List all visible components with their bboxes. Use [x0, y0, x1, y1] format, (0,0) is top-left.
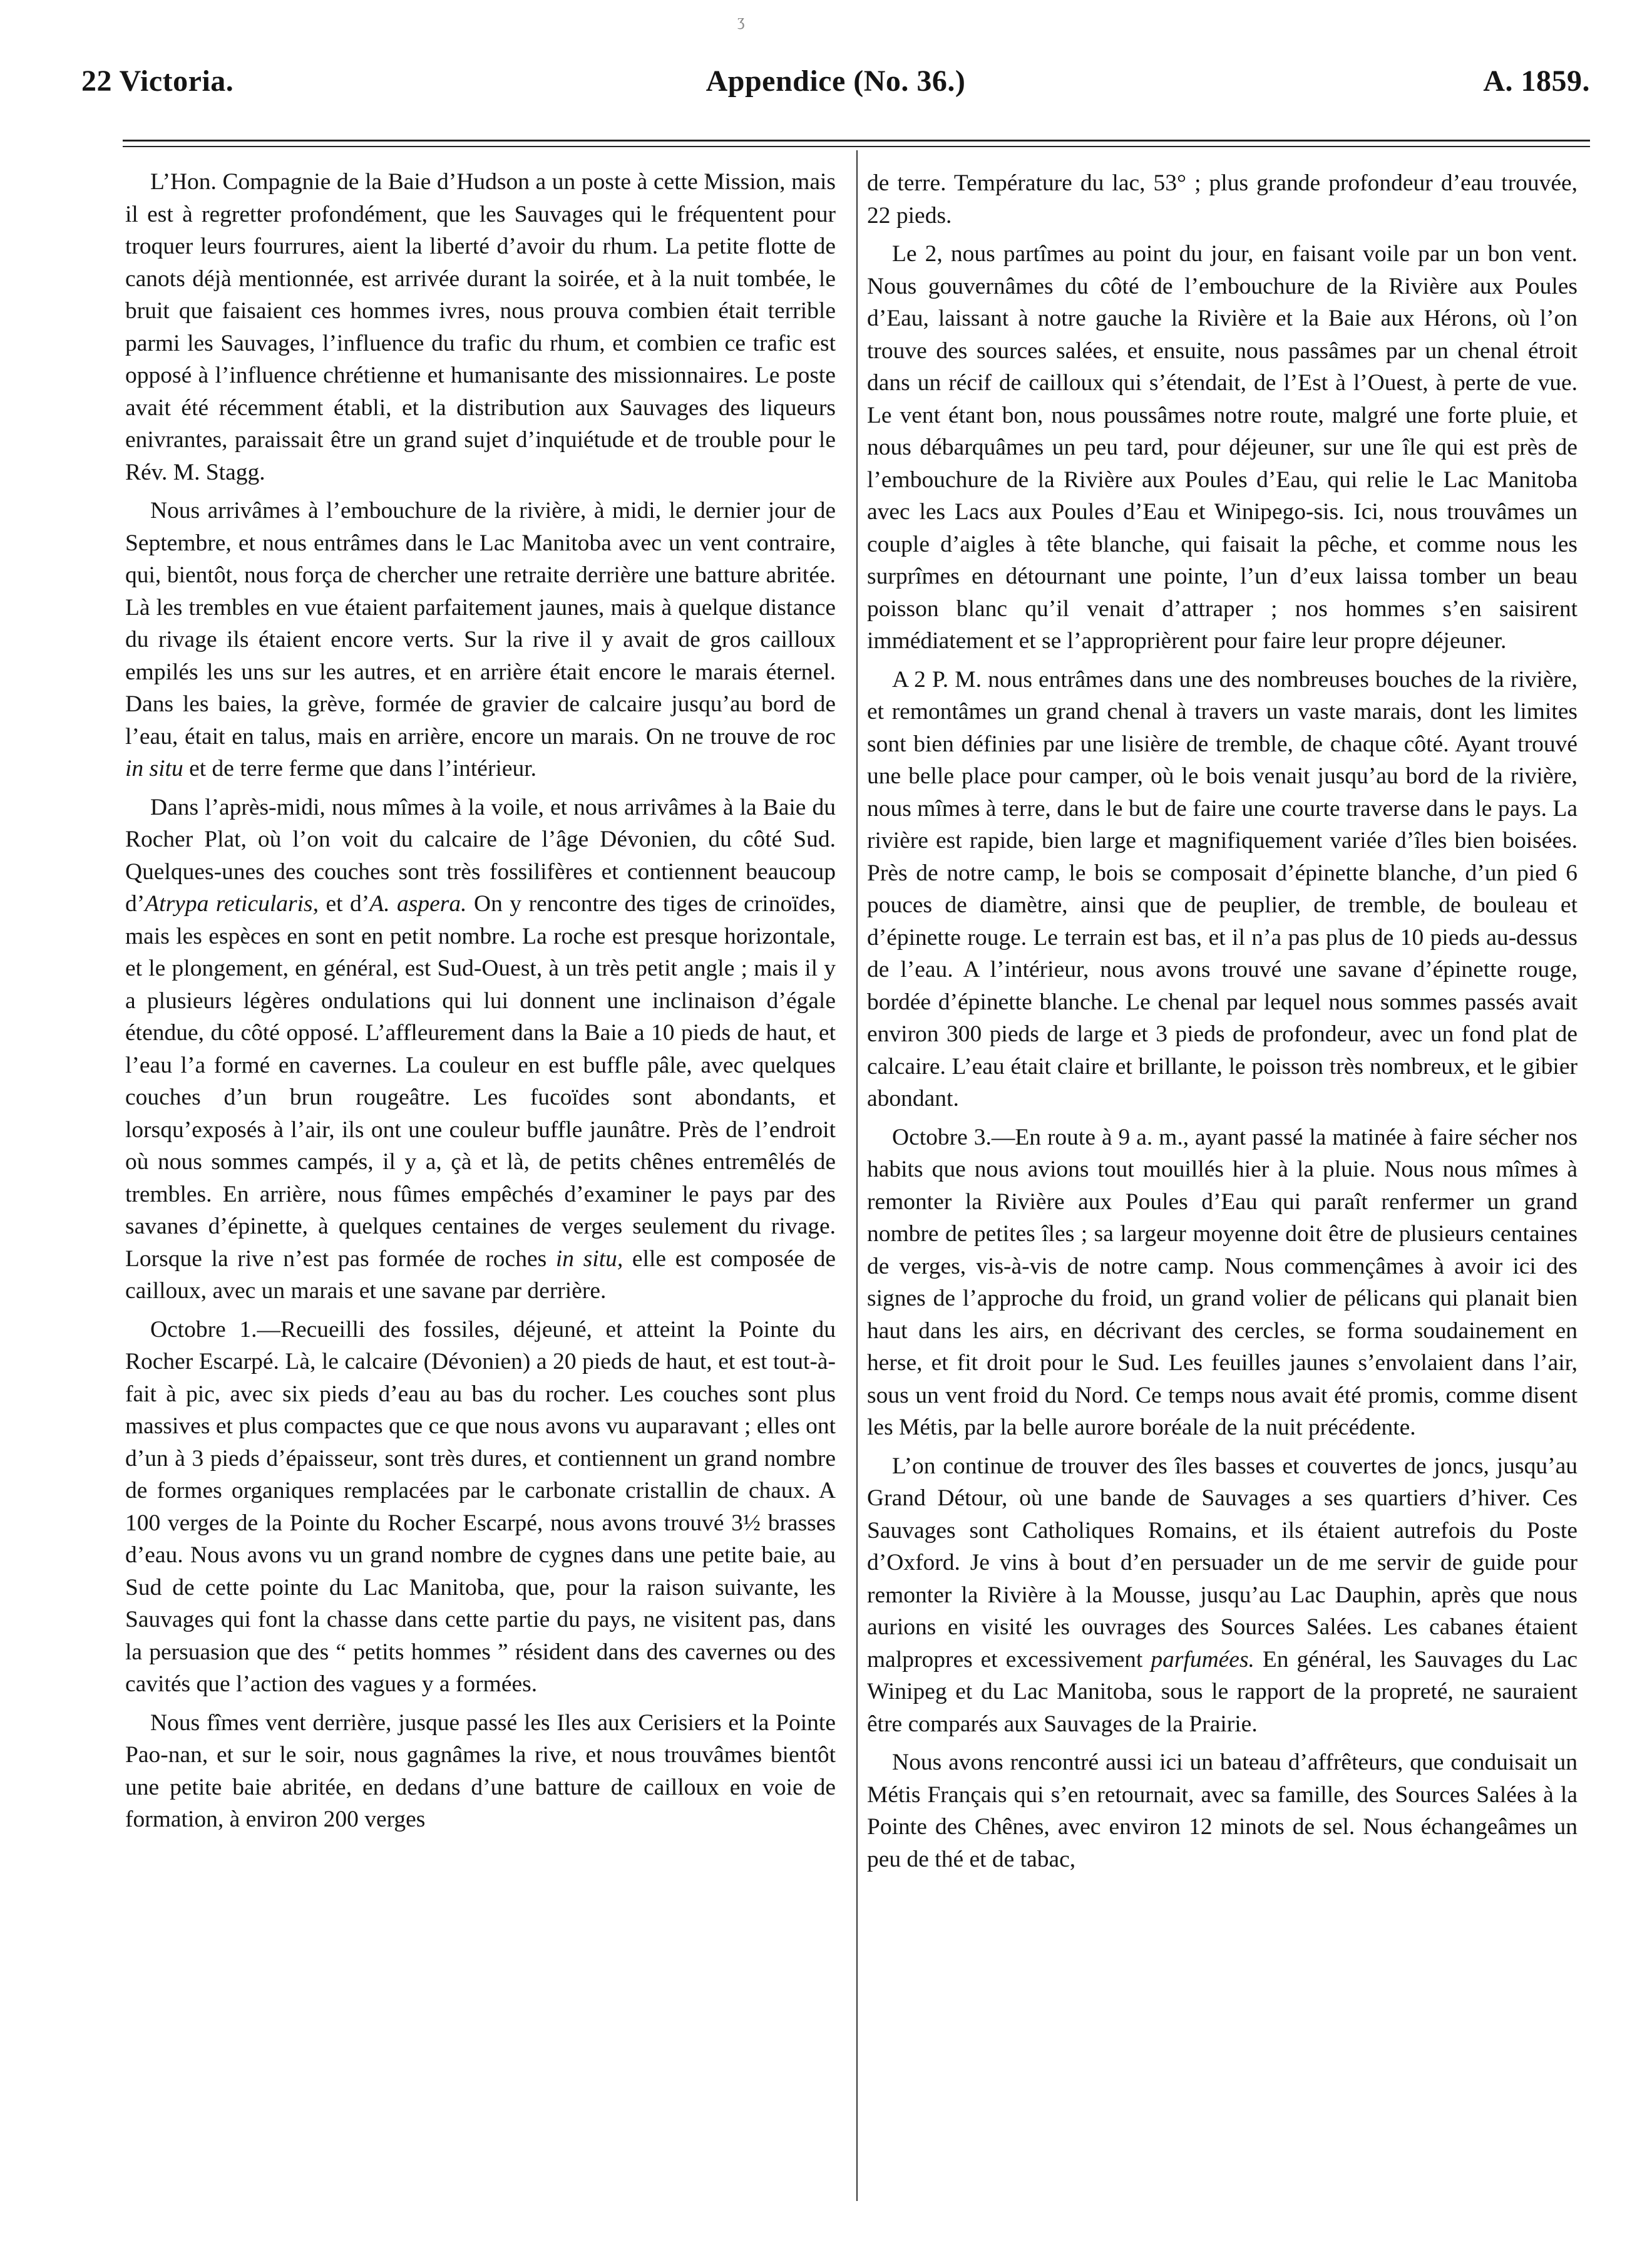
right-paragraph-3: A 2 P. M. nous entrâmes dans une des nombreuses bouches de la rivière, et remontâmes un grand chenal à travers un vaste marais, dont les limites sont bien définies par une lisière de tremble, de chaque côté. Ayant trouvé une belle place pour camper, où le bois venait jusqu’au bord de la rivière, nous mîmes à terre, dans le but de faire une courte traverse dans le pays. La rivière est rapide, bien large et magnifiquement variée d’îles bien boisées. Près de notre camp, le bois se composait d’épinette blanche, d’un pied 6 pouces de diamètre, ainsi que de peuplier, de tremble, de bouleau et d’épinette rouge. Le terrain est bas, et il n’a pas plus de 10 pieds au-dessus de l’eau. A l’intérieur, nous avons trouvé une savane d’épinette rouge, bordée d’épinette blanche. Le chenal par lequel nous sommes passés avait environ 300 pieds de large et 3 pieds de profondeur, avec un fond plat de calcaire. L’eau était claire et brillante, le poisson très nombreux, et le gibier abondant.: [867, 666, 1578, 1111]
header-year: A. 1859.: [1483, 64, 1590, 98]
left-paragraph-5: Nous fîmes vent derrière, jusque passé les Iles aux Cerisiers et la Pointe Pao-nan, et sur le soir, nous gagnâmes la rive, et nous trouvâmes bientôt une petite baie abritée, en dedans d’une batture de cailloux en voie de formation, à environ 200 verges: [125, 1709, 836, 1832]
right-column: [867, 167, 1578, 1882]
right-paragraph-4: Octobre 3.—En route à 9 a. m., ayant passé la matinée à faire sécher nos habits que nous avions tout mouillés hier à la pluie. Nous nous mîmes à remonter la Rivière aux Poules d’Eau qui paraît renfermer un grand nombre de petites îles ; sa largeur moyenne doit être de plusieurs centaines de verges, vis-à-vis de notre camp. Nous commençâmes à avoir ici des signes de l’approche du froid, un grand volier de pélicans qui planait bien haut dans les airs, en décrivant des cercles, se forma soudainement en herse, et fit droit pour le Sud. Les feuilles jaunes s’envolaient dans l’air, sous un vent froid du Nord. Ce temps nous avait été promis, comme disent les Métis, par la belle aurore boréale de la nuit précédente.: [867, 1124, 1578, 1440]
left-paragraph-1: L’Hon. Compagnie de la Baie d’Hudson a un poste à cette Mission, mais il est à regretter profondément, que les Sauvages qui le fréquentent pour troquer leurs fourrures, aient la liberté d’avoir du rhum. La petite flotte de canots déjà mentionnée, est arrivée durant la soirée, et à la nuit tombée, le bruit que faisaient ces hommes ivres, nous prouva combien était terrible parmi les Sauvages, l’influence du trafic du rhum, et combien ce trafic est opposé à l’influence chrétienne et humanisante des missionnaires. Le poste avait été récemment établi, et la distribution aux Sauvages des liqueurs enivrantes, paraissait être un grand sujet d’inquiétude et de trouble pour le Rév. M. Stagg.: [125, 169, 836, 485]
header-rule-bottom: [123, 146, 1590, 147]
column-divider: [856, 150, 858, 2201]
right-paragraph-2: Le 2, nous partîmes au point du jour, en faisant voile par un bon vent. Nous gouvernâmes du côté de l’embouchure de la Rivière aux Poules d’Eau, laissant à notre gauche la Rivière et la Baie aux Hérons, où l’on trouve des sources salées, et ensuite, nous passâmes par un chenal étroit dans un récif de cailloux qui s’étendait, de l’Est à l’Ouest, à perte de vue. Le vent étant bon, nous poussâmes notre route, malgré une forte pluie, et nous débarquâmes un peu tard, pour déjeuner, sur une île qui est près de l’embouchure de la Rivière aux Poules d’Eau, qui relie le Lac Manitoba avec les Lacs aux Poules d’Eau et Winipego-sis. Ici, nous trouvâmes un couple d’aigles à tête blanche, qui faisait la pêche, et comme nous les surprîmes en détournant une pointe, l’un d’eux laissa tomber un beau poisson blanc qu’il venait d’attraper ; nos hommes s’en saisirent immédiatement et se l’approprièrent pour faire leur propre déjeuner.: [867, 241, 1578, 654]
header-rule-top: [123, 140, 1590, 142]
page-speck: ʒ: [737, 11, 745, 29]
right-paragraph-1: de terre. Température du lac, 53° ; plus grande profondeur d’eau trouvée, 22 pieds.: [867, 170, 1578, 229]
left-paragraph-2: Nous arrivâmes à l’embouchure de la rivière, à midi, le dernier jour de Septembre, et nous entrâmes dans le Lac Manitoba avec un vent contraire, qui, bientôt, nous força de chercher une retraite derrière une batture abritée. Là les trembles en vue étaient parfaitement jaunes, mais à quelque distance du rivage ils étaient encore verts. Sur la rive il y avait de gros cailloux empilés les uns sur les autres, et en arrière était encore le marais éternel. Dans les baies, la grève, formée de gravier de calcaire jusqu’au bord de l’eau, était en talus, mais en arrière, encore un marais. On ne trouve de roc in situ et de terre ferme que dans l’intérieur.: [125, 498, 836, 781]
left-column: [125, 166, 836, 1842]
header-appendix: Appendice (No. 36.): [705, 64, 966, 98]
right-paragraph-6: Nous avons rencontré aussi ici un bateau d’affrêteurs, que conduisait un Métis Français qui s’en retournait, avec sa famille, des Sources Salées à la Pointe des Chênes, avec environ 12 minots de sel. Nous échangeâmes un peu de thé et de tabac,: [867, 1750, 1578, 1872]
left-paragraph-3: Dans l’après-midi, nous mîmes à la voile, et nous arrivâmes à la Baie du Rocher Plat, où l’on voit du calcaire de l’âge Dévonien, du côté Sud. Quelques-unes des couches sont très fossilifères et contiennent beaucoup d’Atrypa reticularis, et d’A. aspera. On y rencontre des tiges de crinoïdes, mais les espèces en sont en petit nombre. La roche est presque horizontale, et le plongement, en général, est Sud-Ouest, à un très petit angle ; mais il y a plusieurs légères ondulations qui lui donnent une inclinaison d’égale étendue, du côté opposé. L’affleurement dans la Baie a 10 pieds de haut, et l’eau l’a formé en cavernes. La couleur en est buffle pâle, avec quelques couches d’un brun rougeâtre. Les fucoïdes sont abondants, et lorsqu’exposés à l’air, ils ont une couleur buffle jaunâtre. Près de l’endroit où nous sommes campés, il y a, çà et là, de petits chênes entremêlés de trembles. En arrière, nous fûmes empêchés d’examiner le pays par des savanes d’épinette, à quelques centaines de verges seulement du rivage. Lorsque la rive n’est pas formée de roches in situ, elle est composée de cailloux, avec un marais et une savane par derrière.: [125, 794, 836, 1304]
header-session: 22 Victoria.: [81, 64, 234, 98]
right-paragraph-5: L’on continue de trouver des îles basses et couvertes de joncs, jusqu’au Grand Détour, où une bande de Sauvages a ses quartiers d’hiver. Ces Sauvages sont Catholiques Romains, et ils étaient autrefois du Poste d’Oxford. Je vins à bout d’en persuader un de me servir de guide pour remonter la Rivière à la Mousse, jusqu’au Lac Dauphin, après que nous aurions en visité les ouvrages des Sources Salées. Les cabanes étaient malpropres et excessivement parfumées. En général, les Sauvages du Lac Winipeg et du Lac Manitoba, sous le rapport de la propreté, ne sauraient être comparés aux Sauvages de la Prairie.: [867, 1453, 1578, 1737]
left-paragraph-4: Octobre 1.—Recueilli des fossiles, déjeuné, et atteint la Pointe du Rocher Escarpé. Là, le calcaire (Dévonien) a 20 pieds de haut, et est tout-à-fait à pic, avec six pieds d’eau au bas du rocher. Les couches sont plus massives et plus compactes que ce que nous avons vu auparavant ; elles ont d’un à 3 pieds d’épaisseur, sont très dures, et contiennent un grand nombre de formes organiques remplacées par le carbonate cristallin de chaux. A 100 verges de la Pointe du Rocher Escarpé, nous avons trouvé 3½ brasses d’eau. Nous avons vu un grand nombre de cygnes dans une petite baie, au Sud de cette pointe du Lac Manitoba, que, pour la raison suivante, les Sauvages qui font la chasse dans cette partie du pays, ne visitent pas, dans la persuasion que des “ petits hommes ” résident dans des cavernes ou des cavités que l’action des vagues y a formées.: [125, 1316, 836, 1697]
running-header: [81, 64, 1590, 114]
